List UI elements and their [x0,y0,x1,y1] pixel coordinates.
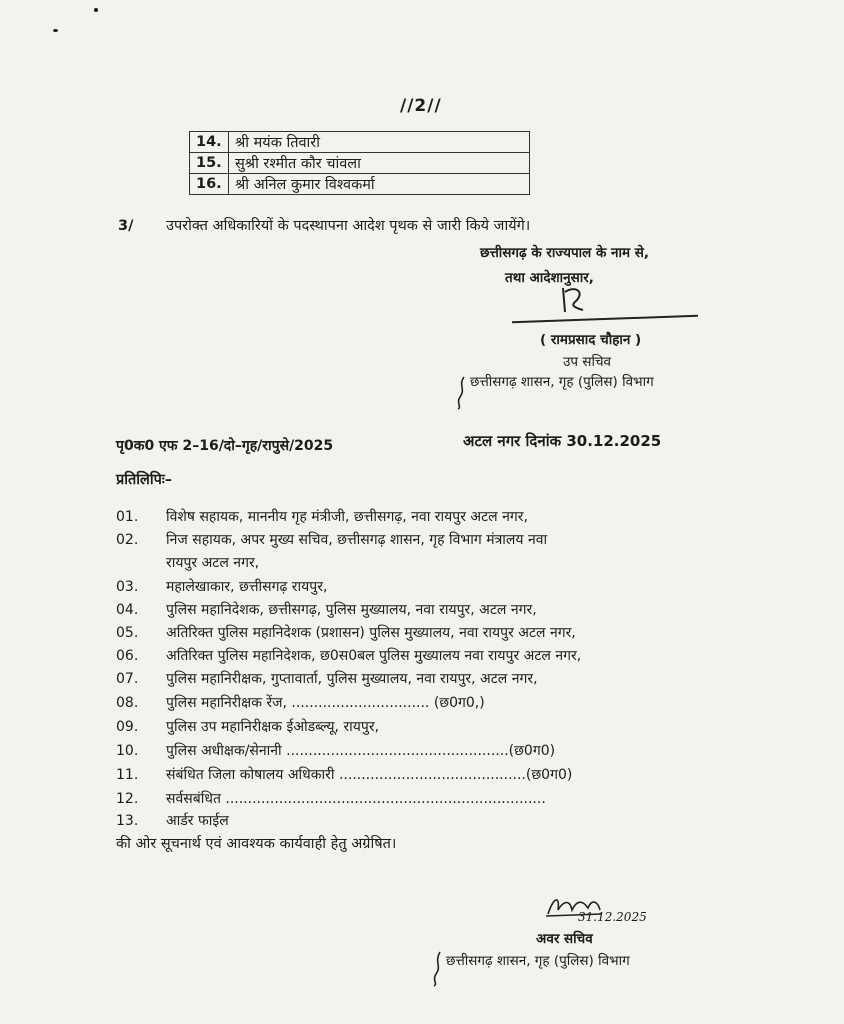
signatory-name: ( रामप्रसाद चौहान ) [540,332,642,348]
signatory-department: छत्तीसगढ़ शासन, गृह (पुलिस) विभाग [470,374,654,390]
handwritten-date: 31.12.2025 [578,910,647,924]
list-text: पुलिस महानिरीक्षक, गुप्तावार्ता, पुलिस मुख्यालय, नवा रायपुर, अटल नगर, [166,671,538,687]
paragraph-3 [118,215,530,235]
list-text: पुलिस महानिदेशक, छत्तीसगढ़, पुलिस मुख्यालय, नवा रायपुर, अटल नगर, [166,602,537,618]
initial-mark [452,375,472,411]
list-number: 06. [116,648,139,664]
list-item [116,693,485,712]
table-row [190,132,530,153]
signature-mark [555,284,595,318]
closing-line: की ओर सूचनार्थ एवं आवश्यक कार्यवाही हेतु अग्रेषित। [116,836,397,852]
under-secretary-department: छत्तीसगढ़ शासन, गृह (पुलिस) विभाग [446,953,630,969]
list-item [116,765,572,784]
list-item [116,811,229,830]
list-item [116,646,581,665]
page-number: //2// [400,96,442,116]
list-item [116,789,546,808]
list-number: 09. [116,719,139,735]
order-line: तथा आदेशानुसार, [505,270,594,286]
signatory-designation: उप सचिव [563,354,612,370]
signature-line [512,315,698,323]
list-item [116,623,576,642]
officer-name: सुश्री रश्मीत कौर चांवला [229,153,530,174]
table-row [190,153,530,174]
list-text: निज सहायक, अपर मुख्य सचिव, छत्तीसगढ़ शासन, गृह विभाग मंत्रालय नवा [166,532,548,548]
list-item [116,507,528,526]
reference-number: पृ0क0 एफ 2–16/दो–गृह/रापुसे/2025 [116,438,334,454]
table-row [190,174,530,195]
officers-table [189,131,530,195]
list-item-continuation: रायपुर अटल नगर, [166,555,260,571]
list-text: महालेखाकार, छत्तीसगढ़ रायपुर, [166,579,328,595]
list-number: 07. [116,671,139,687]
ink-speck [94,8,98,12]
list-number: 10. [116,743,139,759]
list-text: पुलिस महानिरीक्षक रेंज, ............................... (छ0ग0,) [166,695,485,711]
row-number: 16. [190,174,229,195]
list-text: संबंधित जिला कोषालय अधिकारी ..........................................(छ0ग0) [166,767,573,783]
place-date: अटल नगर दिनांक 30.12.2025 [463,432,662,450]
list-item [116,741,555,760]
governor-line: छत्तीसगढ़ के राज्यपाल के नाम से, [480,245,650,261]
list-item [116,717,379,736]
list-item [116,600,537,619]
initial-mark [428,950,448,988]
list-text: पुलिस अधीक्षक/सेनानी ..................................................(छ0ग0) [166,743,556,759]
copy-heading: प्रतिलिपिः– [116,472,173,488]
list-number: 13. [116,813,139,829]
officer-name: श्री मयंक तिवारी [229,132,530,153]
list-number: 02. [116,532,139,548]
list-text: सर्वसबंधित ........................................................................ [166,791,546,807]
under-secretary-designation: अवर सचिव [536,931,593,947]
row-number: 15. [190,153,229,174]
ink-speck [53,29,58,32]
officer-name: श्री अनिल कुमार विश्वकर्मा [229,174,530,195]
list-text: अतिरिक्त पुलिस महानिदेशक, छ0स0बल पुलिस मुख्यालय नवा रायपुर अटल नगर, [166,648,582,664]
paragraph-text: उपरोक्त अधिकारियों के पदस्थापना आदेश पृथक से जारी किये जायेंगे। [166,218,531,234]
list-item [116,669,538,688]
paragraph-number: 3/ [118,218,134,234]
list-number: 03. [116,579,139,595]
list-text: आर्डर फाईल [166,813,229,829]
list-item [116,530,547,549]
row-number: 14. [190,132,229,153]
list-number: 05. [116,625,139,641]
list-text: विशेष सहायक, माननीय गृह मंत्रीजी, छत्तीसगढ़, नवा रायपुर अटल नगर, [166,509,528,525]
list-number: 12. [116,791,139,807]
list-text: पुलिस उप महानिरीक्षक ईओडब्ल्यू, रायपुर, [166,719,380,735]
list-item [116,577,327,596]
list-number: 11. [116,767,139,783]
list-number: 08. [116,695,139,711]
list-number: 04. [116,602,139,618]
list-text: अतिरिक्त पुलिस महानिदेशक (प्रशासन) पुलिस मुख्यालय, नवा रायपुर अटल नगर, [166,625,576,641]
list-number: 01. [116,509,139,525]
